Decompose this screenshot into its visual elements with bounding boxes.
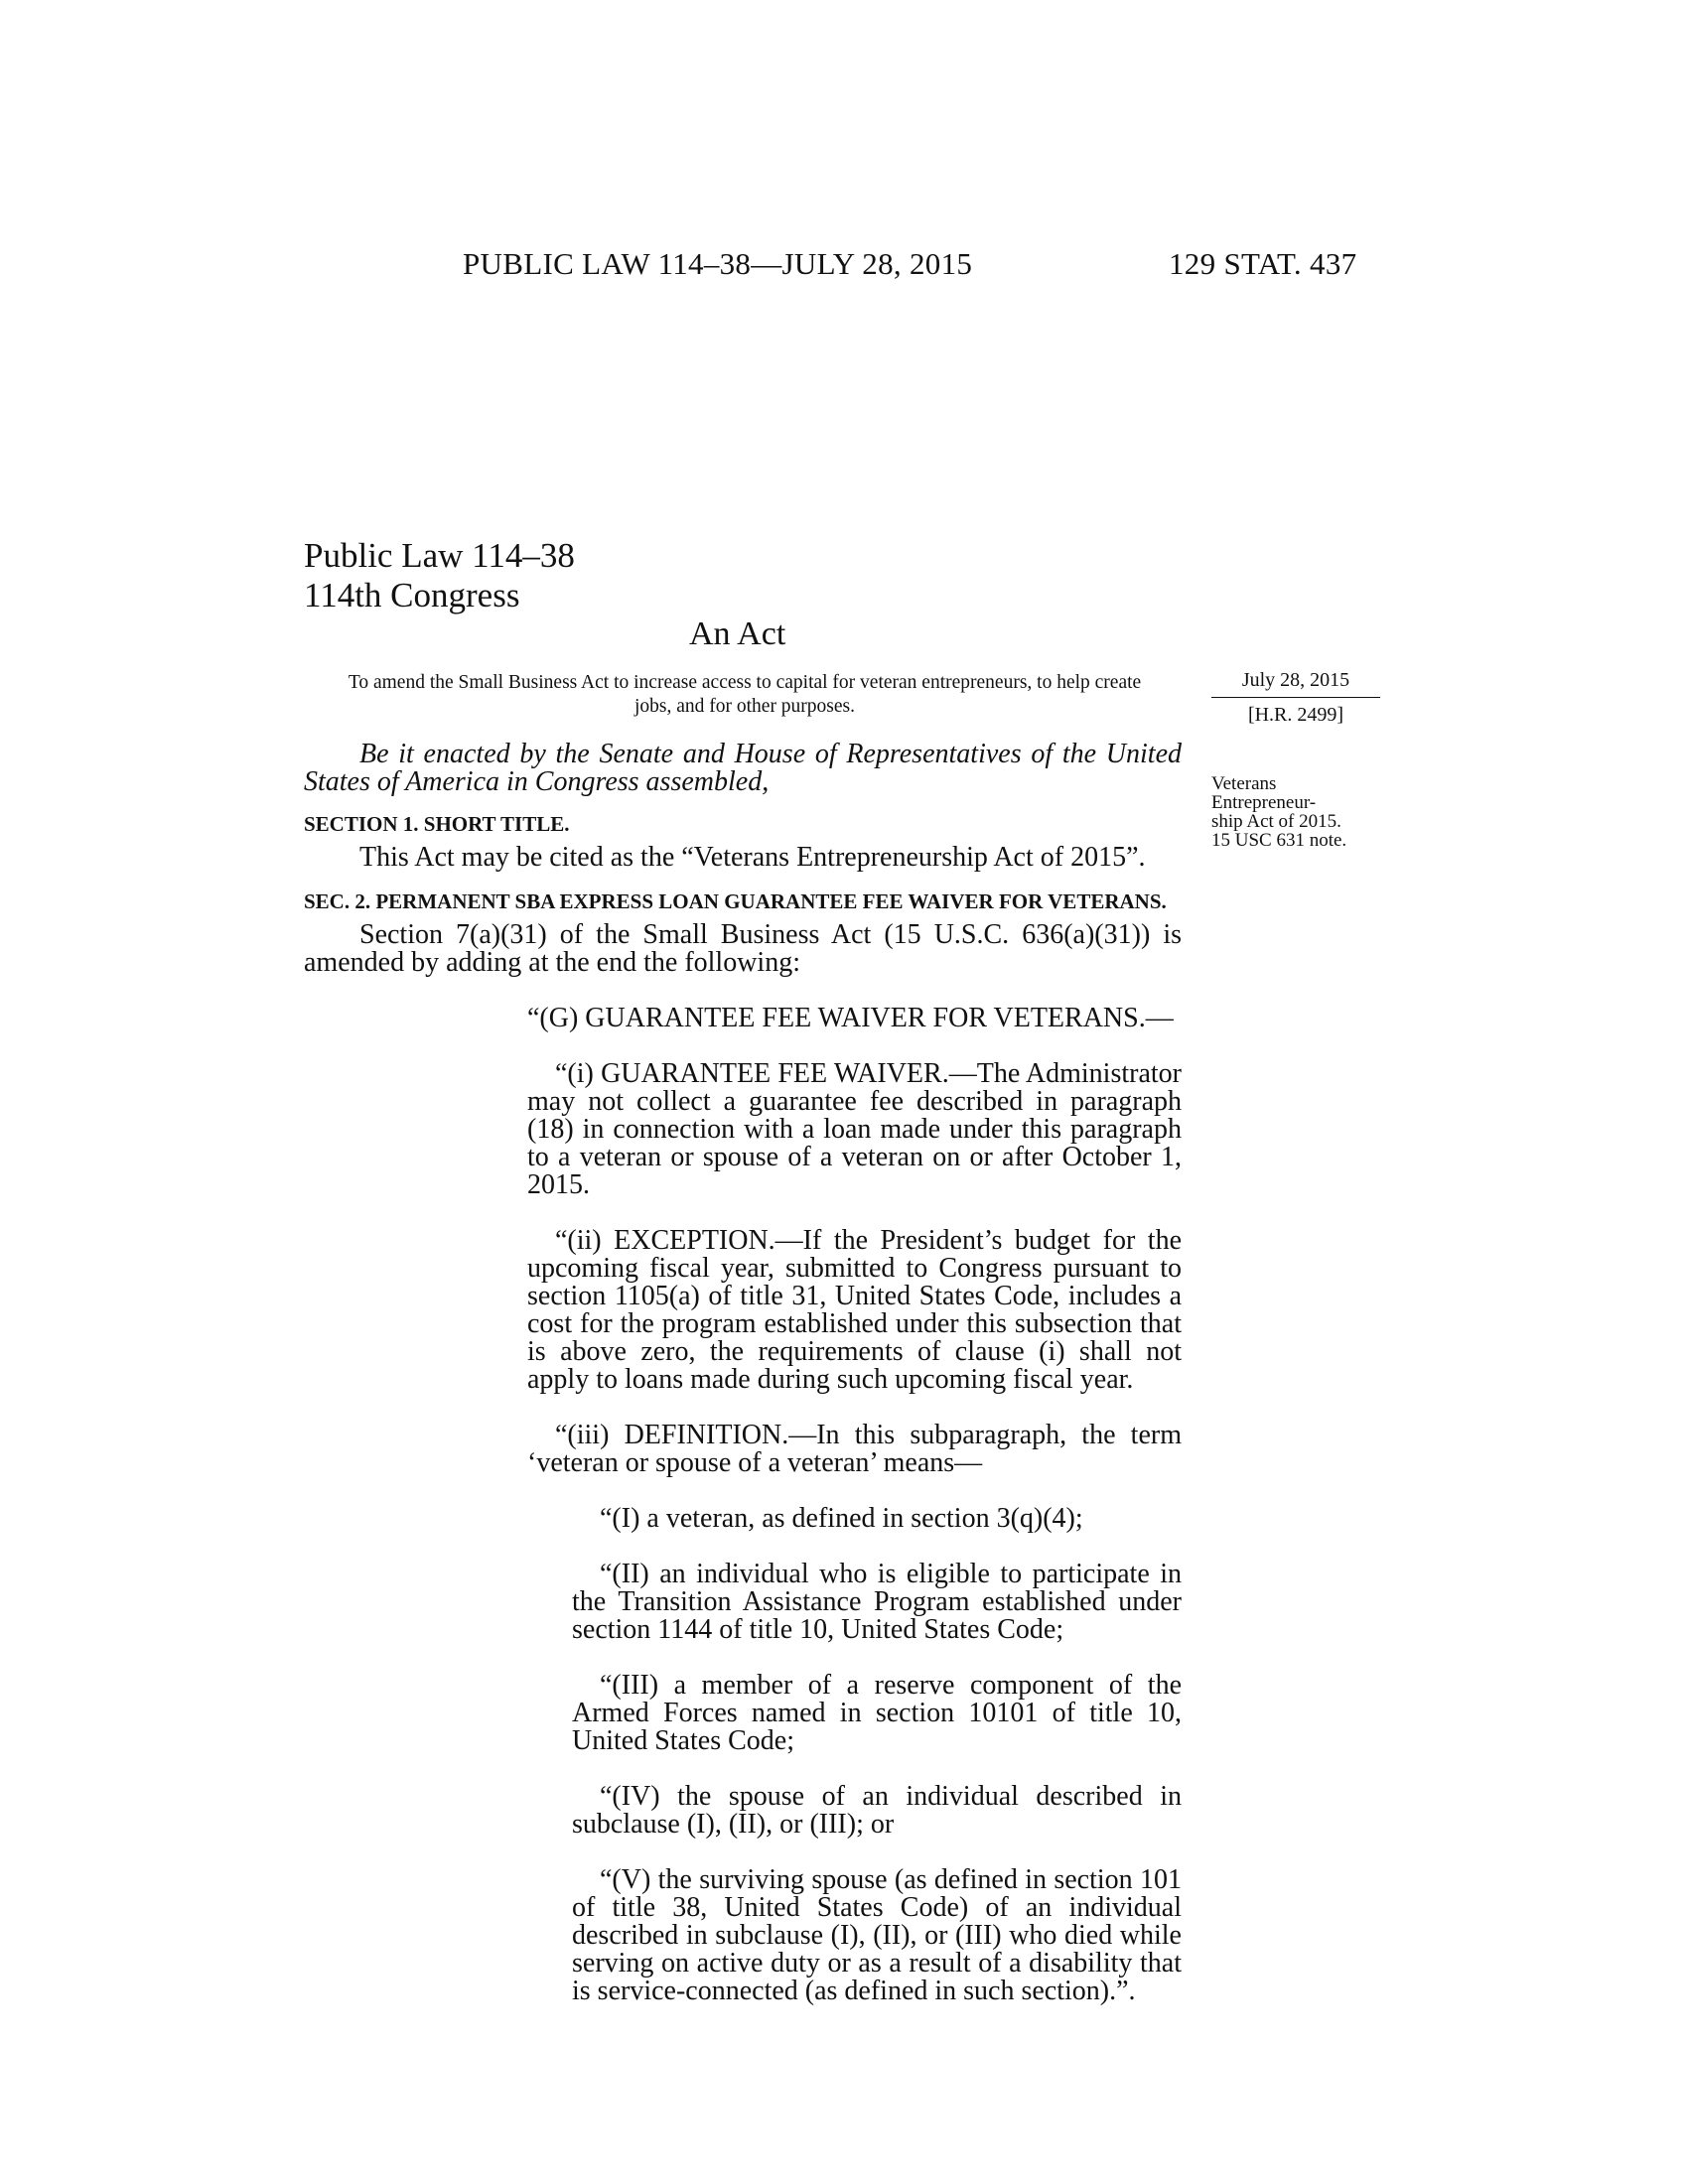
- running-head: PUBLIC LAW 114–38—JULY 28, 2015: [463, 246, 973, 281]
- side-note-line: Veterans: [1211, 773, 1277, 794]
- subclause-i: “(I) a veteran, as defined in section 3(q)(4);: [600, 1503, 1083, 1534]
- law-body: [304, 741, 1182, 2033]
- section-2-intro: Section 7(a)(31) of the Small Business Act (15 U.S.C. 636(a)(31)) is amended by adding at the end the following:: [304, 919, 1182, 978]
- clause-iii: “(iii) DEFINITION.—In this subparagraph, the term ‘veteran or spouse of a veteran’ means—: [527, 1420, 1182, 1478]
- subclause-iv: “(IV) the spouse of an individual described in subclause (I), (II), or (III); or: [572, 1781, 1182, 1840]
- date-margin-note: [1211, 667, 1380, 728]
- statute-citation: 129 STAT. 437: [1169, 246, 1357, 281]
- side-margin-note: [1211, 774, 1400, 850]
- enacting-clause: Be it enacted by the Senate and House of Representatives of the United States of America in Congress assembled,: [304, 739, 1182, 797]
- bill-number: [H.R. 2499]: [1247, 704, 1344, 726]
- side-note-line: Entrepreneur-: [1211, 792, 1317, 813]
- section-1-text: This Act may be cited as the “Veterans Entrepreneurship Act of 2015”.: [359, 842, 1146, 873]
- act-heading: An Act: [689, 615, 786, 652]
- subclause-ii: “(II) an individual who is eligible to participate in the Transition Assistance Program established under section 1144 of title 10, United States Code;: [572, 1559, 1182, 1645]
- law-number: Public Law 114–38: [304, 536, 575, 575]
- section-1-heading: SECTION 1. SHORT TITLE.: [304, 812, 570, 836]
- congress-number: 114th Congress: [304, 576, 520, 614]
- subclause-iii: “(III) a member of a reserve component of the Armed Forces named in section 10101 of title 10, United States Code;: [572, 1670, 1182, 1756]
- section-2-heading: SEC. 2. PERMANENT SBA EXPRESS LOAN GUARANTEE FEE WAIVER FOR VETERANS.: [304, 889, 1167, 913]
- subparagraph-g-heading: “(G) GUARANTEE FEE WAIVER FOR VETERANS.—: [527, 1003, 1174, 1033]
- side-note-line: ship Act of 2015.: [1211, 811, 1341, 832]
- enactment-date: July 28, 2015: [1211, 667, 1380, 698]
- long-title: To amend the Small Business Act to increase access to capital for veteran entrepreneurs, to help create jobs, and for other purposes.: [348, 672, 1142, 717]
- clause-ii: “(ii) EXCEPTION.—If the President’s budget for the upcoming fiscal year, submitted to Congress pursuant to section 1105(a) of title 31, United States Code, includes a cost for the program established under this subsection that is above zero, the requirements of clause (i) shall not apply to loans made during such upcoming fiscal year.: [527, 1225, 1182, 1395]
- subclause-v: “(V) the surviving spouse (as defined in section 101 of title 38, United States Code) of an individual described in subclause (I), (II), or (III) who died while serving on active duty or as a result of a disability that is service-connected (as defined in such section).”.: [572, 1864, 1182, 2006]
- clause-i: “(i) GUARANTEE FEE WAIVER.—The Administrator may not collect a guarantee fee described in paragraph (18) in connection with a loan made under this paragraph to a veteran or spouse of a veteran on or after October 1, 2015.: [527, 1058, 1182, 1200]
- side-note-line: 15 USC 631 note.: [1211, 830, 1347, 851]
